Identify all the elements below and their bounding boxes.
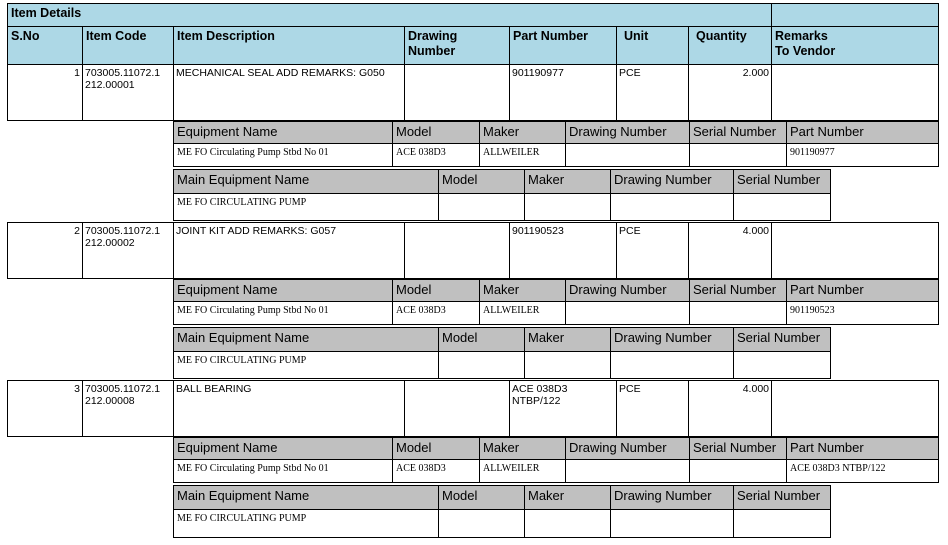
equipment-header-serial-number: Serial Number xyxy=(689,279,787,302)
main-equipment-header-maker: Maker xyxy=(524,327,611,352)
equipment-header-maker: Maker xyxy=(479,121,566,144)
equipment-header-drawing-number: Drawing Number xyxy=(565,121,690,144)
item-quantity: 2.000 xyxy=(688,64,772,121)
equipment-model: ACE 038D3 xyxy=(392,301,480,325)
equipment-header-part-number: Part Number xyxy=(786,121,939,144)
item-code-line2: 212.00002 xyxy=(85,237,135,249)
item-code xyxy=(82,222,174,279)
main-equipment-header-model: Model xyxy=(438,169,525,194)
section-title: Item Details xyxy=(7,3,772,27)
item-drawing-number xyxy=(404,222,510,279)
item-drawing-number xyxy=(404,64,510,121)
col-header-remarks xyxy=(771,26,939,65)
item-description: JOINT KIT ADD REMARKS: G057 xyxy=(173,222,405,279)
col-header-item-code: Item Code xyxy=(82,26,174,65)
main-equipment-header-maker: Maker xyxy=(524,169,611,194)
item-part-number-line2: NTBP/122 xyxy=(512,395,561,407)
item-sno: 2 xyxy=(7,222,83,279)
equipment-header-name: Equipment Name xyxy=(173,121,393,144)
equipment-header-model: Model xyxy=(392,279,480,302)
col-header-remarks-line1: Remarks xyxy=(775,29,828,43)
col-header-sno: S.No xyxy=(7,26,83,65)
item-description: BALL BEARING xyxy=(173,380,405,437)
equipment-maker: ALLWEILER xyxy=(479,459,566,483)
equipment-header-drawing-number: Drawing Number xyxy=(565,279,690,302)
equipment-serial-number xyxy=(689,143,787,167)
col-header-quantity: Quantity xyxy=(688,26,772,65)
item-code-line2: 212.00001 xyxy=(85,79,135,91)
main-equipment-model xyxy=(438,351,525,379)
equipment-part-number: 901190977 xyxy=(786,143,939,167)
item-code-line1: 703005.11072.1 xyxy=(85,383,161,395)
item-code-line1: 703005.11072.1 xyxy=(85,67,161,79)
col-header-part-number: Part Number xyxy=(509,26,617,65)
main-equipment-model xyxy=(438,193,525,221)
equipment-serial-number xyxy=(689,301,787,325)
main-equipment-header-name: Main Equipment Name xyxy=(173,485,439,510)
item-unit: PCE xyxy=(616,222,689,279)
col-header-unit: Unit xyxy=(616,26,689,65)
item-part-number xyxy=(509,222,617,279)
col-header-remarks-line2: To Vendor xyxy=(775,44,836,58)
item-remarks xyxy=(771,222,939,279)
main-equipment-header-serial-number: Serial Number xyxy=(733,169,831,194)
col-header-drawing-number: Drawing Number xyxy=(404,26,510,65)
main-equipment-drawing-number xyxy=(610,193,734,221)
item-drawing-number xyxy=(404,380,510,437)
main-equipment-header-drawing-number: Drawing Number xyxy=(610,485,734,510)
main-equipment-drawing-number xyxy=(610,351,734,379)
item-remarks xyxy=(771,380,939,437)
main-equipment-header-name: Main Equipment Name xyxy=(173,327,439,352)
main-equipment-name: ME FO CIRCULATING PUMP xyxy=(173,351,439,379)
item-code xyxy=(82,64,174,121)
main-equipment-maker xyxy=(524,509,611,538)
equipment-name: ME FO Circulating Pump Stbd No 01 xyxy=(173,143,393,167)
equipment-maker: ALLWEILER xyxy=(479,143,566,167)
item-part-number-line1: ACE 038D3 xyxy=(512,383,568,395)
item-code-line1: 703005.11072.1 xyxy=(85,225,161,237)
main-equipment-maker xyxy=(524,193,611,221)
equipment-header-name: Equipment Name xyxy=(173,437,393,460)
equipment-header-name: Equipment Name xyxy=(173,279,393,302)
equipment-header-maker: Maker xyxy=(479,279,566,302)
equipment-model: ACE 038D3 xyxy=(392,459,480,483)
equipment-part-number: ACE 038D3 NTBP/122 xyxy=(786,459,939,483)
item-remarks xyxy=(771,64,939,121)
equipment-header-serial-number: Serial Number xyxy=(689,121,787,144)
equipment-header-part-number: Part Number xyxy=(786,437,939,460)
item-quantity: 4.000 xyxy=(688,380,772,437)
item-description: MECHANICAL SEAL ADD REMARKS: G050 xyxy=(173,64,405,121)
item-code xyxy=(82,380,174,437)
section-title-spacer xyxy=(771,3,939,27)
item-part-number-line1: 901190523 xyxy=(512,225,564,237)
equipment-name: ME FO Circulating Pump Stbd No 01 xyxy=(173,459,393,483)
main-equipment-name: ME FO CIRCULATING PUMP xyxy=(173,193,439,221)
item-part-number-line1: 901190977 xyxy=(512,67,564,79)
main-equipment-serial-number xyxy=(733,351,831,379)
main-equipment-header-serial-number: Serial Number xyxy=(733,485,831,510)
equipment-header-maker: Maker xyxy=(479,437,566,460)
item-unit: PCE xyxy=(616,380,689,437)
equipment-model: ACE 038D3 xyxy=(392,143,480,167)
equipment-part-number: 901190523 xyxy=(786,301,939,325)
main-equipment-model xyxy=(438,509,525,538)
item-part-number xyxy=(509,64,617,121)
equipment-header-model: Model xyxy=(392,121,480,144)
main-equipment-serial-number xyxy=(733,509,831,538)
equipment-maker: ALLWEILER xyxy=(479,301,566,325)
main-equipment-header-drawing-number: Drawing Number xyxy=(610,327,734,352)
main-equipment-header-name: Main Equipment Name xyxy=(173,169,439,194)
main-equipment-maker xyxy=(524,351,611,379)
item-sno: 3 xyxy=(7,380,83,437)
main-equipment-header-serial-number: Serial Number xyxy=(733,327,831,352)
equipment-header-drawing-number: Drawing Number xyxy=(565,437,690,460)
equipment-drawing-number xyxy=(565,143,690,167)
main-equipment-serial-number xyxy=(733,193,831,221)
main-equipment-drawing-number xyxy=(610,509,734,538)
item-code-line2: 212.00008 xyxy=(85,395,135,407)
equipment-header-model: Model xyxy=(392,437,480,460)
main-equipment-header-model: Model xyxy=(438,485,525,510)
equipment-header-serial-number: Serial Number xyxy=(689,437,787,460)
col-header-item-description: Item Description xyxy=(173,26,405,65)
equipment-drawing-number xyxy=(565,301,690,325)
equipment-header-part-number: Part Number xyxy=(786,279,939,302)
item-part-number xyxy=(509,380,617,437)
item-quantity: 4.000 xyxy=(688,222,772,279)
equipment-name: ME FO Circulating Pump Stbd No 01 xyxy=(173,301,393,325)
main-equipment-header-model: Model xyxy=(438,327,525,352)
equipment-serial-number xyxy=(689,459,787,483)
main-equipment-header-drawing-number: Drawing Number xyxy=(610,169,734,194)
item-sno: 1 xyxy=(7,64,83,121)
item-unit: PCE xyxy=(616,64,689,121)
main-equipment-name: ME FO CIRCULATING PUMP xyxy=(173,509,439,538)
main-equipment-header-maker: Maker xyxy=(524,485,611,510)
equipment-drawing-number xyxy=(565,459,690,483)
